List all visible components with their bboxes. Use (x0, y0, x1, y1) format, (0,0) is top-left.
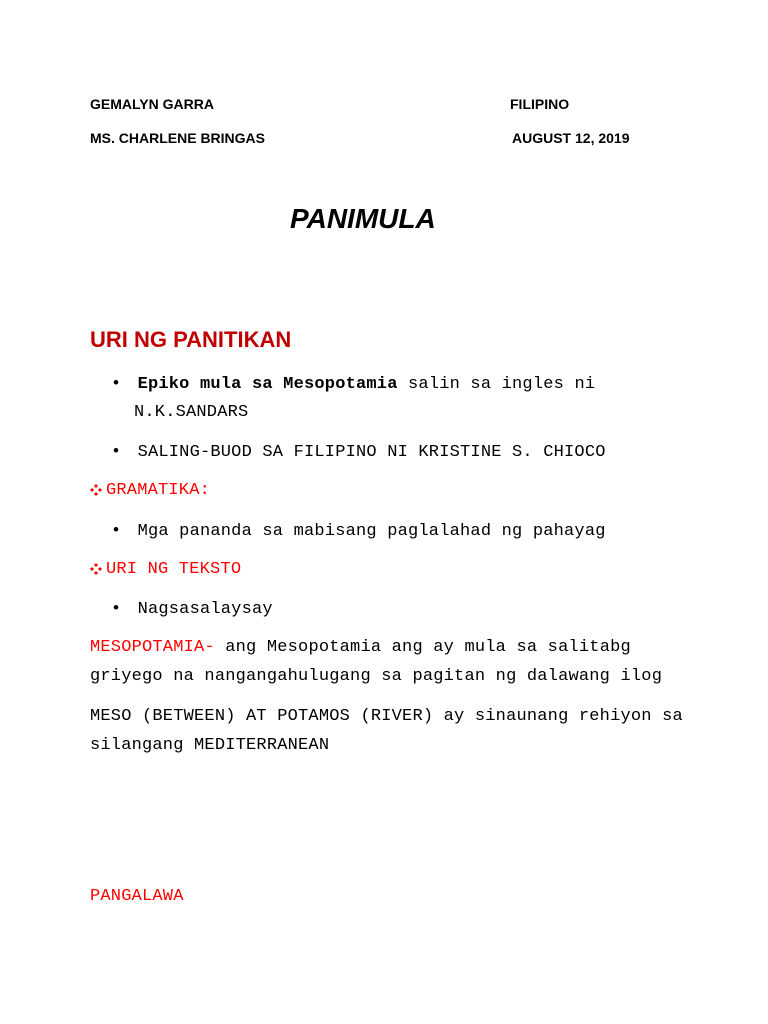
meso-paragraph-line1: MESO (BETWEEN) AT POTAMOS (RIVER) ay sinaunang rehiyon sa (90, 707, 683, 726)
bullet-dot-icon: • (113, 598, 120, 617)
section-heading-gramatika (90, 481, 210, 500)
list-item-text: SALING-BUOD SA FILIPINO NI KRISTINE S. CHIOCO (137, 443, 606, 462)
diamond-cluster-icon (90, 563, 102, 575)
bullet-dot-icon: • (113, 441, 120, 460)
meso-paragraph-line2: silangang MEDITERRANEAN (90, 736, 330, 755)
list-item-continuation: N.K.SANDARS (134, 403, 249, 422)
subject: FILIPINO (510, 96, 570, 112)
list-item-text: Mga pananda sa mabisang paglalahad ng pahayag (137, 522, 606, 541)
section-heading-text: GRAMATIKA: (106, 481, 211, 500)
diamond-cluster-icon (90, 484, 102, 496)
list-item-text: salin sa ingles ni (397, 375, 596, 394)
bullet-dot-icon: • (113, 520, 120, 539)
section-heading-uri-ng-teksto (90, 560, 241, 579)
bold-phrase: Epiko mula sa Mesopotamia (137, 375, 398, 394)
term-label: MESOPOTAMIA- (90, 638, 215, 657)
page-title: PANIMULA (290, 203, 436, 234)
list-item (113, 373, 595, 394)
section-heading-text: URI NG TEKSTO (106, 560, 242, 579)
bullet-dot-icon: • (113, 373, 120, 392)
student-name: GEMALYN GARRA (90, 96, 214, 112)
section-heading-uri-ng-panitikan: URI NG PANITIKAN (90, 327, 292, 352)
section-heading-pangalawa: PANGALAWA (90, 887, 184, 906)
teacher-name: MS. CHARLENE BRINGAS (90, 130, 266, 146)
list-item (113, 441, 606, 462)
list-item-text: Nagsasalaysay (137, 600, 273, 619)
date: AUGUST 12, 2019 (512, 130, 630, 146)
list-item (113, 520, 606, 541)
mesopotamia-paragraph-line2: griyego na nangangahulugang sa pagitan ng dalawang ilog (90, 667, 663, 686)
list-item (113, 598, 273, 619)
paragraph-text: ang Mesopotamia ang ay mula sa salitabg (214, 638, 631, 657)
mesopotamia-paragraph-line1 (90, 638, 631, 657)
